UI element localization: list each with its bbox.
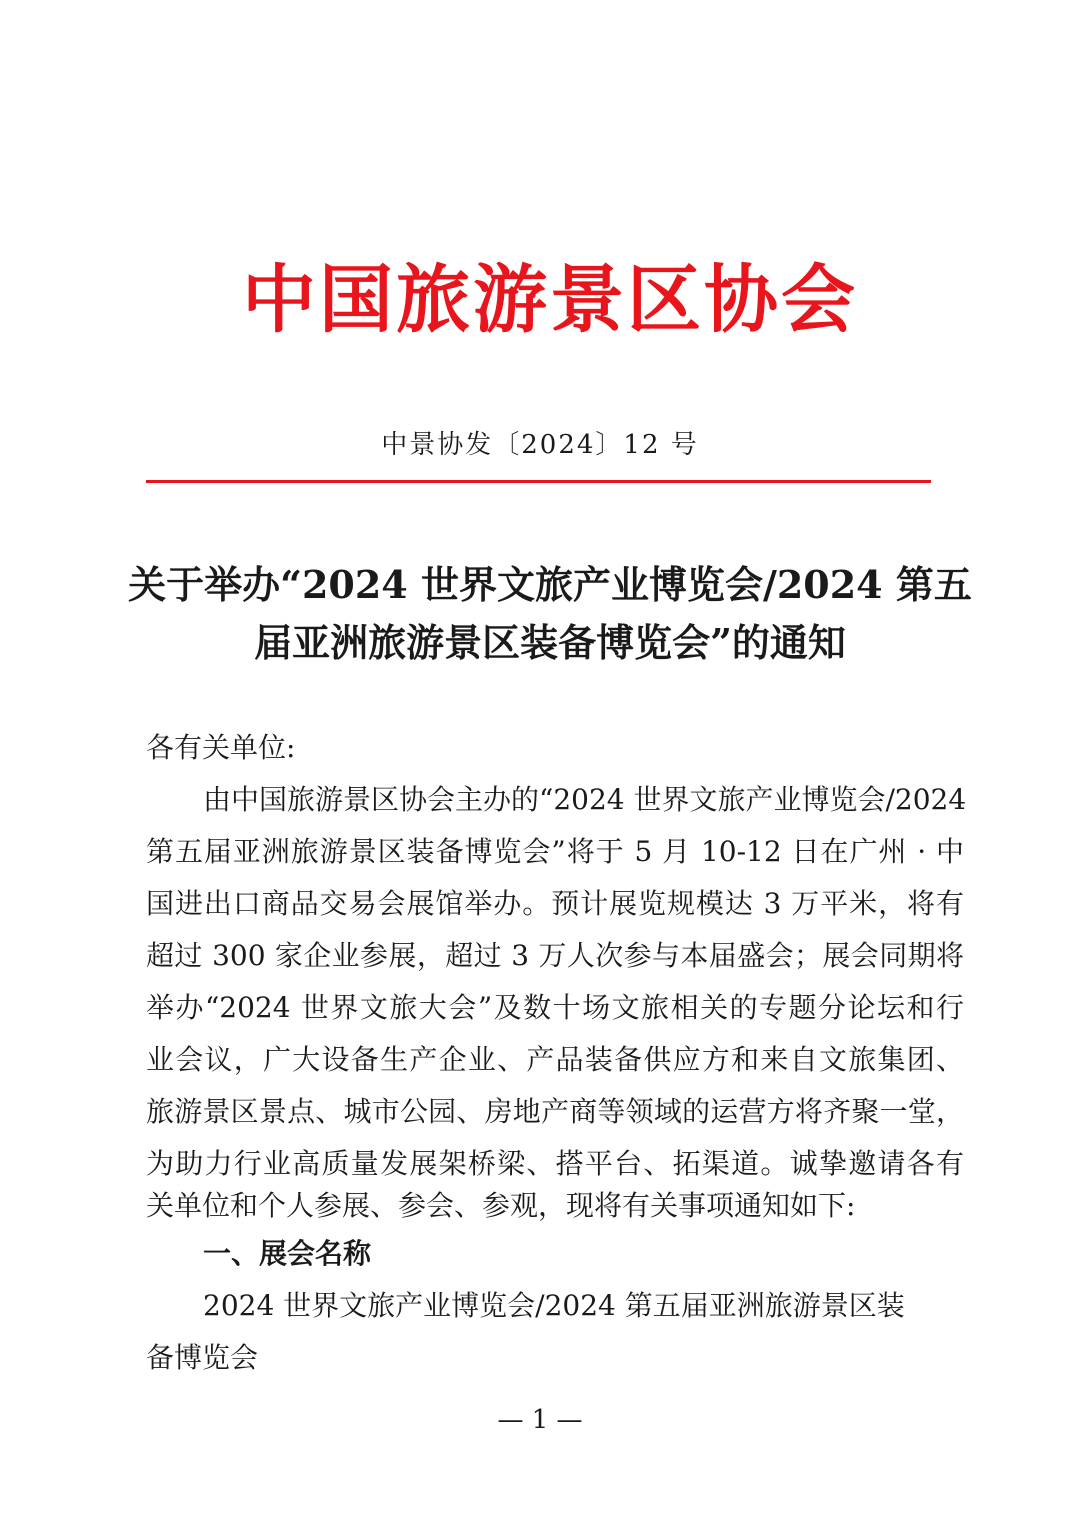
notice-title <box>120 556 980 672</box>
notice-title-line-2: 届亚洲旅游景区装备博览会”的通知 <box>254 620 846 665</box>
paragraph-line: 业会议，广大设备生产企业、产品装备供应方和来自文旅集团、 <box>146 1043 964 1076</box>
paragraph-line: 超过 300 家企业参展，超过 3 万人次参与本届盛会；展会同期将 <box>146 939 964 972</box>
paragraph-line: 国进出口商品交易会展馆举办。预计展览规模达 3 万平米，将有 <box>146 887 964 920</box>
document-number: 中景协发〔2024〕12 号 <box>381 430 699 460</box>
salutation: 各有关单位: <box>146 731 296 764</box>
organization-title: 中国旅游景区协会 <box>242 257 858 343</box>
red-divider <box>146 480 931 483</box>
paragraph-line-last: 关单位和个人参展、参会、参观，现将有关事项通知如下: <box>146 1189 856 1222</box>
paragraph-line: 举办“2024 世界文旅大会”及数十场文旅相关的专题分论坛和行 <box>146 991 964 1024</box>
paragraph-line: 旅游景区景点、城市公园、房地产商等领域的运营方将齐聚一堂， <box>146 1095 964 1128</box>
notice-title-line-1: 关于举办“2024 世界文旅产业博览会/2024 第五 <box>128 562 972 607</box>
paragraph-line: 第五届亚洲旅游景区装备博览会”将于 5 月 10-12 日在广州 · 中 <box>146 835 964 868</box>
section-1-line-1: 2024 世界文旅产业博览会/2024 第五届亚洲旅游景区装 <box>203 1289 905 1322</box>
section-1-line-2: 备博览会 <box>146 1341 259 1374</box>
paragraph-line: 为助力行业高质量发展架桥梁、搭平台、拓渠道。诚挚邀请各有 <box>146 1147 964 1180</box>
paragraph-line: 由中国旅游景区协会主办的“2024 世界文旅产业博览会/2024 <box>203 783 967 816</box>
page-number: — 1 — <box>497 1405 583 1435</box>
section-heading-exhibition-name: 一、展会名称 <box>203 1237 372 1270</box>
